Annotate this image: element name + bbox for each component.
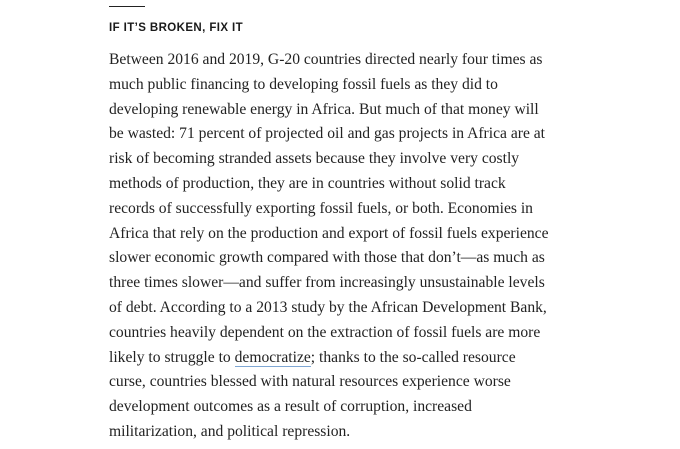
- paragraph-line-with-link: [109, 346, 579, 371]
- paragraph-line: developing renewable energy in Africa. But much of that money will: [109, 100, 539, 118]
- paragraph-line: three times slower—and suffer from increasingly unsustainable levels: [109, 274, 545, 292]
- paragraph-line: Between 2016 and 2019, G-20 countries directed nearly four times as: [109, 51, 543, 68]
- text-segment: likely to struggle to: [109, 348, 235, 366]
- paragraph-line: much public financing to developing fossil fuels as they did to: [109, 75, 498, 93]
- text-segment: ; thanks to the so-called resource: [310, 348, 516, 366]
- paragraph-line: of debt. According to a 2013 study by the African Development Bank,: [109, 298, 547, 316]
- paragraph-line: risk of becoming stranded assets because they involve very costly: [109, 150, 520, 168]
- paragraph-line: countries heavily dependent on the extraction of fossil fuels are more: [109, 323, 541, 341]
- paragraph-line: curse, countries blessed with natural resources experience worse: [109, 373, 511, 391]
- paragraph-line: militarization, and political repression.: [109, 422, 351, 440]
- paragraph-line: methods of production, they are in countries without solid track: [109, 174, 506, 192]
- paragraph-line: Africa that rely on the production and export of fossil fuels experience: [109, 224, 549, 242]
- democratize-link[interactable]: democratize: [234, 348, 311, 366]
- paragraph-line: be wasted: 71 percent of projected oil and gas projects in Africa are at: [109, 125, 546, 143]
- section-heading: IF IT’S BROKEN, FIX IT: [109, 22, 244, 34]
- paragraph-line: records of successfully exporting fossil fuels, or both. Economies in: [109, 199, 533, 217]
- paragraph-line: slower economic growth compared with those that don’t—as much as: [109, 249, 545, 267]
- paragraph-line: development outcomes as a result of corruption, increased: [109, 398, 472, 416]
- article-paragraph: [109, 48, 579, 445]
- section-rule: [109, 6, 145, 7]
